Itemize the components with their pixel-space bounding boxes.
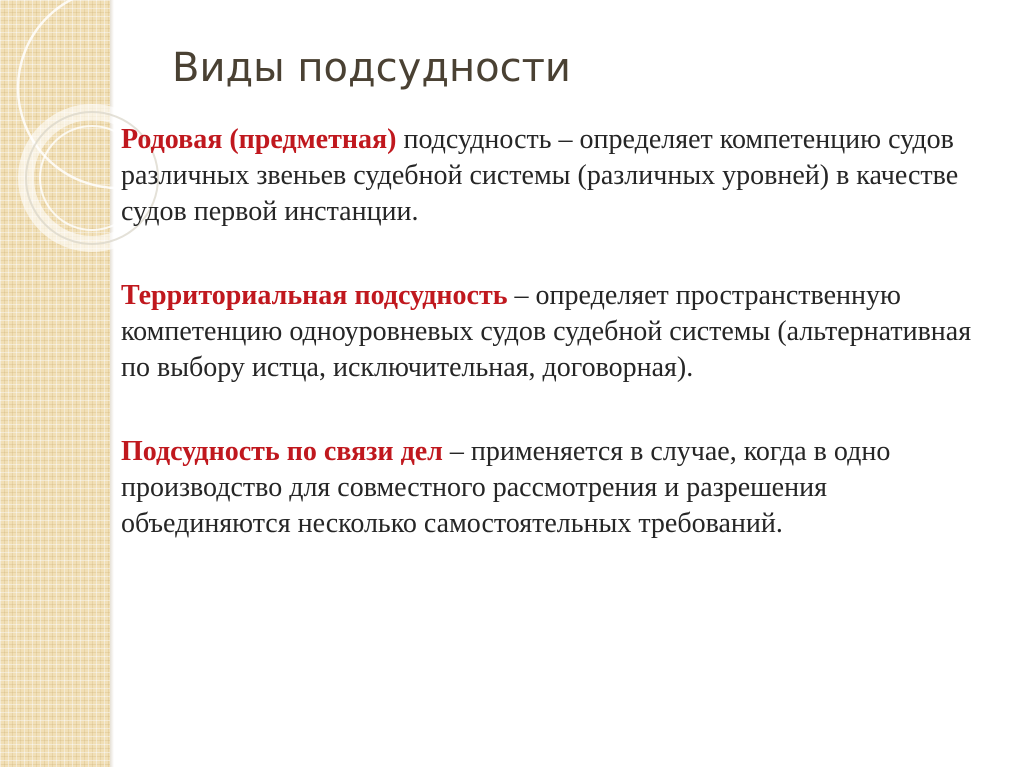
paragraph-related-cases-jurisdiction xyxy=(121,434,1001,542)
definition-generic-jurisdiction: подсудность – определяет компетенцию судов различных звеньев судебной системы (различных уровней) в качестве судов первой инстанции. xyxy=(121,124,959,227)
term-related-cases-jurisdiction: Подсудность по связи дел xyxy=(121,436,443,467)
definition-related-cases-jurisdiction: – применяется в случае, когда в одно производство для совместного рассмотрения и разрешения объединяются несколько самостоятельных требований. xyxy=(121,436,891,539)
term-generic-jurisdiction: Родовая (предметная) xyxy=(121,124,397,155)
slide-title: Виды подсудности xyxy=(172,45,571,91)
paragraph-territorial-jurisdiction xyxy=(121,278,1001,386)
slide-body xyxy=(121,122,1001,542)
definition-territorial-jurisdiction: – определяет пространственную компетенцию одноуровневых судов судебной системы (альтернативная по выбору истца, исключительная, договорная). xyxy=(121,280,972,383)
term-territorial-jurisdiction: Территориальная подсудность xyxy=(121,280,508,311)
paragraph-generic-jurisdiction xyxy=(121,122,1001,230)
